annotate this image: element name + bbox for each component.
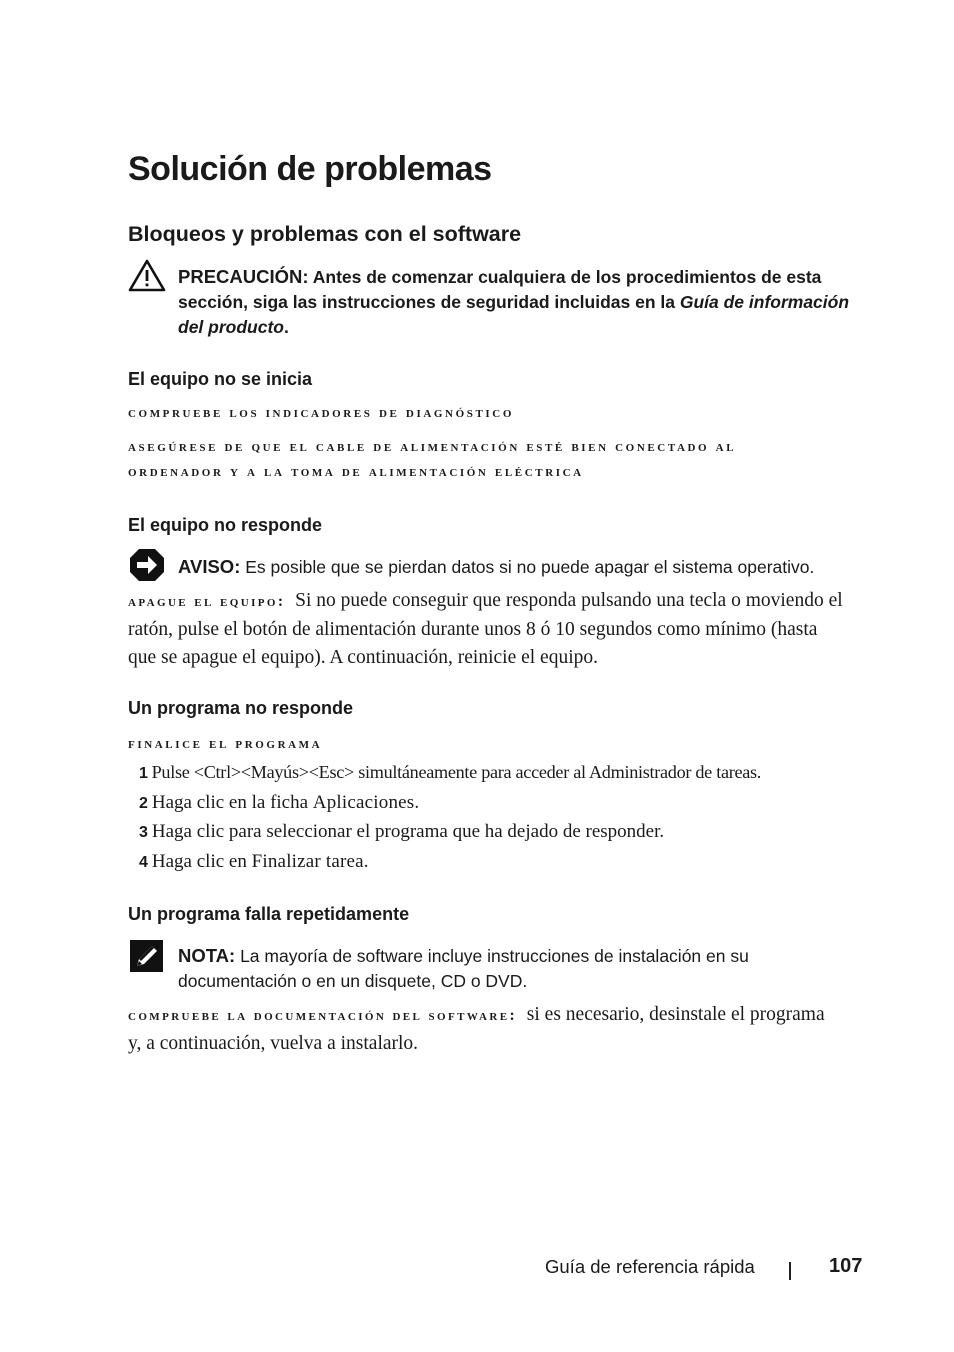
ui-term-aplicaciones: Aplicaciones <box>312 792 415 813</box>
step-text: Haga clic en la ficha <box>151 792 313 813</box>
page-title: Solución de problemas <box>128 150 492 188</box>
action-power-off-label: apague el equipo: <box>128 593 286 610</box>
action-power-off-text: Si no puede conseguir que responda pulsando una tecla o moviendo el ratón, pulse el botón de alimentación durante unos 8 ó 10 segundos como mínimo (hasta que se apague el equipo). A continuación, reinicie el equipo. <box>128 590 843 668</box>
caution-text-end: . <box>283 317 289 337</box>
step-text: Haga clic en <box>151 851 252 872</box>
action-check-power-cable-line1: asegúrese de que el cable de alimentación esté bien conectado al <box>128 438 737 455</box>
step-number: 3 <box>139 824 148 841</box>
step-2 <box>139 792 419 814</box>
step-number: 2 <box>139 795 148 812</box>
action-power-off <box>128 587 848 672</box>
notice-arrow-icon <box>129 548 165 582</box>
step-3 <box>139 821 664 843</box>
caution-label: PRECAUCIÓN: <box>178 266 309 287</box>
step-number: 4 <box>139 854 148 871</box>
subheading-programa-no-responde: Un programa no responde <box>128 698 354 718</box>
caution-notice <box>178 264 868 340</box>
step-text-end: . <box>414 792 420 813</box>
aviso-text: Es posible que se pierdan datos si no puede apagar el sistema operativo. <box>245 557 815 577</box>
footer-guide-title: Guía de referencia rápida <box>545 1256 755 1277</box>
step-text: Haga clic para seleccionar el programa que ha dejado de responder. <box>151 821 665 842</box>
subheading-no-inicia: El equipo no se inicia <box>128 369 313 389</box>
nota-label: NOTA: <box>178 945 236 966</box>
step-number: 1 <box>139 765 148 782</box>
step-1 <box>139 762 761 783</box>
action-check-power-cable-line2: ordenador y a la toma de alimentación eléctrica <box>128 463 584 480</box>
action-check-software-docs <box>128 1001 828 1058</box>
action-end-program: finalice el programa <box>128 735 323 752</box>
step-4 <box>139 851 369 873</box>
subheading-no-responde: El equipo no responde <box>128 515 323 535</box>
caution-guide-title: Guía de información del producto <box>178 292 850 337</box>
caution-text: Antes de comenzar cualquiera de los procedimientos de esta sección, siga las instrucciones de seguridad incluidas en la <box>178 267 822 312</box>
aviso-label: AVISO: <box>178 556 241 577</box>
page-number: 107 <box>829 1255 863 1277</box>
aviso-notice <box>178 554 814 580</box>
action-check-software-docs-label: compruebe la documentación del software: <box>128 1007 518 1024</box>
nota-text: La mayoría de software incluye instrucciones de instalación en su documentación o en un disquete, CD o DVD. <box>178 946 749 991</box>
action-check-software-docs-text: si es necesario, desinstale el programa y, a continuación, vuelva a instalarlo. <box>128 1004 825 1054</box>
nota-notice <box>178 943 818 994</box>
step-text: Pulse <Ctrl><Mayús><Esc> simultáneamente para acceder al Administrador de tareas. <box>151 762 762 782</box>
action-check-diagnostic-lights: compruebe los indicadores de diagnóstico <box>128 404 514 421</box>
step-text-end: . <box>363 851 369 872</box>
section-heading: Bloqueos y problemas con el software <box>128 222 522 246</box>
subheading-programa-falla: Un programa falla repetidamente <box>128 904 410 924</box>
footer-separator <box>789 1262 791 1280</box>
ui-term-finalizar-tarea: Finalizar tarea <box>251 851 364 872</box>
warning-triangle-icon <box>128 259 166 292</box>
note-pencil-icon <box>130 940 163 972</box>
